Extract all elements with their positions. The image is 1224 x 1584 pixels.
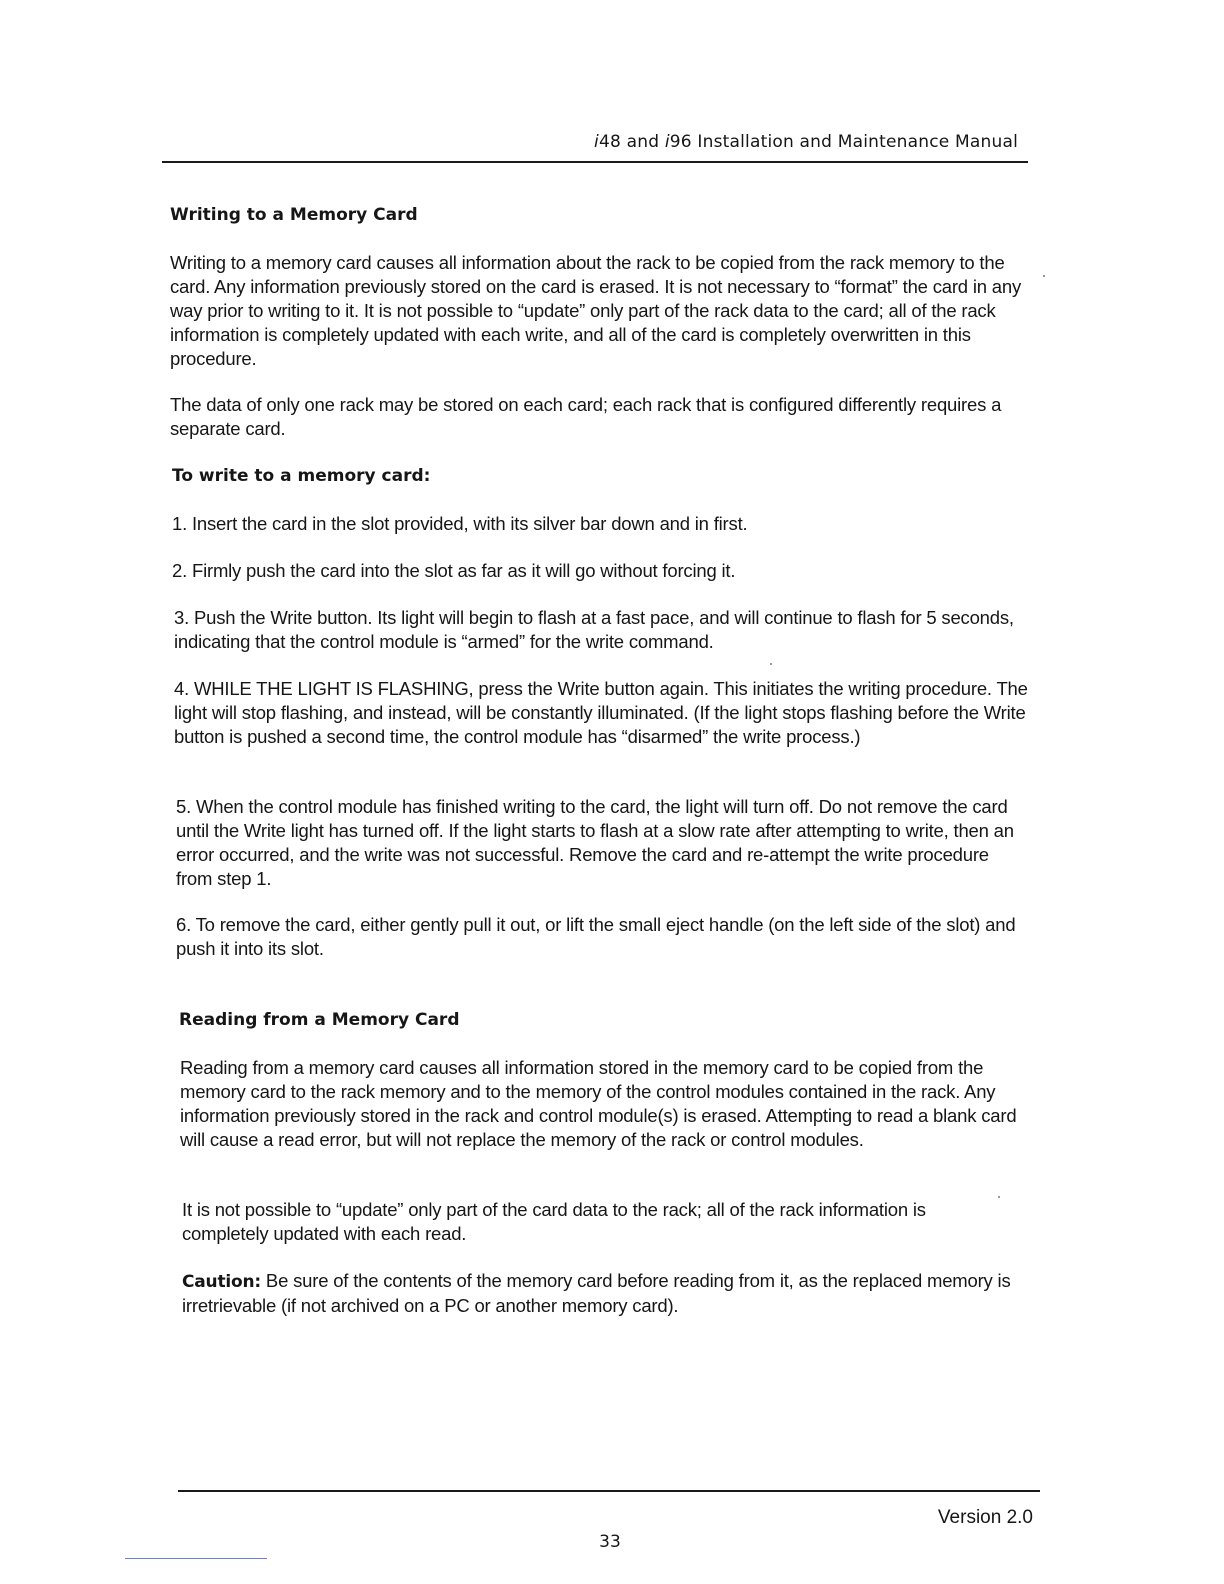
header-italic-i-2: i bbox=[664, 132, 670, 152]
caution-text: Be sure of the contents of the memory card before reading from it, as the replaced memory is irretrievable (if not archived on a PC or another memory card). bbox=[182, 1270, 1011, 1316]
write-step-3: 3. Push the Write button. Its light will begin to flash at a fast pace, and will continue to flash for 5 seconds, indicating that the control module is “armed” for the write command. bbox=[174, 607, 1014, 652]
header-rule bbox=[162, 161, 1028, 163]
write-step-5: 5. When the control module has finished writing to the card, the light will turn off. Do not remove the card until the Write light has turned off. If the light starts to flash at a slow rate after attempting to write, then an error occurred, and the write was not successful. Remove the card and re-attempt the write procedure from step 1. bbox=[176, 796, 1014, 889]
scan-speck bbox=[770, 663, 772, 665]
scan-edge-line bbox=[125, 1558, 267, 1559]
writing-single-rack-paragraph: The data of only one rack may be stored on each card; each rack that is configured differently requires a separate card. bbox=[170, 394, 1002, 439]
version-label: Version 2.0 bbox=[937, 1507, 1033, 1528]
writing-heading: Writing to a Memory Card bbox=[170, 205, 418, 225]
scan-speck bbox=[1043, 275, 1045, 277]
writing-intro-paragraph: Writing to a memory card causes all information about the rack to be copied from the rack memory to the card. Any information previously stored on the card is erased. It is not necessary to “format” the card in any way prior to writing to it. It is not possible to “update” only part of the rack data to the card; all of the rack information is completely updated with each write, and all of the card is completely overwritten in this procedure. bbox=[170, 252, 1021, 369]
reading-update-paragraph: It is not possible to “update” only part of the card data to the rack; all of the rack information is completely updated with each read. bbox=[182, 1199, 926, 1244]
reading-intro-paragraph: Reading from a memory card causes all information stored in the memory card to be copied from the memory card to the rack memory and to the memory of the control modules contained in the rack. Any information previously stored in the rack and control module(s) is erased. Attempting to read a blank card will cause a read error, but will not replace the memory of the rack or control modules. bbox=[180, 1057, 1017, 1150]
page-number: 33 bbox=[599, 1532, 621, 1548]
write-step-6: 6. To remove the card, either gently pull it out, or lift the small eject handle (on the left side of the slot) and push it into its slot. bbox=[176, 914, 1016, 959]
write-step-4: 4. WHILE THE LIGHT IS FLASHING, press the Write button again. This initiates the writing procedure. The light will stop flashing, and instead, will be constantly illuminated. (If the light stops flashing before the Write button is pushed a second time, the control module has “disarmed” the write process.) bbox=[174, 678, 1028, 747]
write-procedure-subheading: To write to a memory card: bbox=[172, 466, 431, 486]
header-italic-i-1: i bbox=[594, 132, 599, 152]
write-step-2: 2. Firmly push the card into the slot as far as it will go without forcing it. bbox=[172, 560, 736, 581]
reading-heading: Reading from a Memory Card bbox=[179, 1010, 460, 1030]
footer-rule bbox=[178, 1490, 1040, 1492]
header-text-2: 96 Installation and Maintenance Manual bbox=[669, 132, 1018, 152]
caution-paragraph bbox=[182, 1269, 1012, 1318]
running-header bbox=[420, 132, 1018, 152]
write-step-1: 1. Insert the card in the slot provided, with its silver bar down and in first. bbox=[172, 513, 748, 534]
header-text-1: 48 and bbox=[598, 132, 665, 152]
scan-speck bbox=[998, 1196, 1000, 1198]
caution-label: Caution: bbox=[182, 1272, 261, 1292]
